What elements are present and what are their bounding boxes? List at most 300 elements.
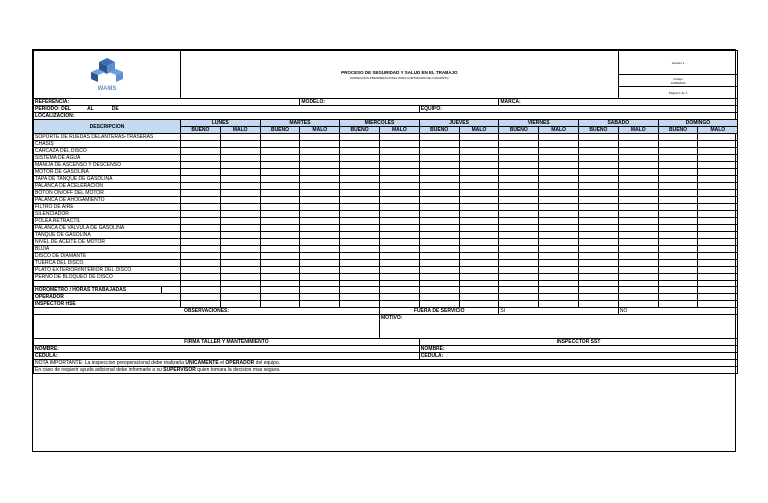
check-cell[interactable] — [698, 197, 738, 204]
check-cell[interactable] — [499, 155, 539, 162]
check-cell[interactable] — [539, 267, 579, 274]
check-cell[interactable] — [379, 274, 419, 281]
check-cell[interactable] — [260, 239, 300, 246]
check-cell[interactable] — [300, 148, 340, 155]
check-cell[interactable] — [618, 155, 658, 162]
operador-cell[interactable] — [419, 294, 459, 301]
cedula-field-left[interactable]: CEDULA: — [34, 353, 420, 360]
check-cell[interactable] — [260, 190, 300, 197]
check-cell[interactable] — [658, 134, 698, 141]
check-cell[interactable] — [459, 190, 499, 197]
check-cell[interactable] — [499, 169, 539, 176]
check-cell[interactable] — [220, 267, 260, 274]
check-cell[interactable] — [340, 197, 380, 204]
check-cell[interactable] — [539, 232, 579, 239]
marca-field[interactable]: MARCA: — [499, 99, 738, 106]
check-cell[interactable] — [539, 183, 579, 190]
check-cell[interactable] — [459, 141, 499, 148]
operador-cell[interactable] — [220, 294, 260, 301]
check-cell[interactable] — [459, 246, 499, 253]
operador-cell[interactable] — [539, 294, 579, 301]
check-cell[interactable] — [220, 190, 260, 197]
check-cell[interactable] — [340, 155, 380, 162]
check-cell[interactable] — [220, 260, 260, 267]
check-cell[interactable] — [181, 211, 221, 218]
check-cell[interactable] — [340, 134, 380, 141]
inspector-cell[interactable] — [181, 301, 221, 308]
horometro-cell[interactable] — [300, 287, 340, 294]
check-cell[interactable] — [459, 253, 499, 260]
check-cell[interactable] — [618, 246, 658, 253]
check-cell[interactable] — [459, 134, 499, 141]
check-cell[interactable] — [618, 225, 658, 232]
check-cell[interactable] — [658, 260, 698, 267]
check-cell[interactable] — [578, 197, 618, 204]
check-cell[interactable] — [658, 148, 698, 155]
check-cell[interactable] — [379, 197, 419, 204]
check-cell[interactable] — [260, 218, 300, 225]
check-cell[interactable] — [658, 162, 698, 169]
check-cell[interactable] — [578, 204, 618, 211]
nombre-field-left[interactable]: NOMBRE: — [34, 346, 420, 353]
check-cell[interactable] — [658, 197, 698, 204]
check-cell[interactable] — [260, 204, 300, 211]
check-cell[interactable] — [379, 246, 419, 253]
check-cell[interactable] — [698, 141, 738, 148]
check-cell[interactable] — [539, 225, 579, 232]
inspector-cell[interactable] — [539, 301, 579, 308]
inspector-cell[interactable] — [658, 301, 698, 308]
check-cell[interactable] — [578, 183, 618, 190]
check-cell[interactable] — [618, 176, 658, 183]
check-cell[interactable] — [459, 176, 499, 183]
check-cell[interactable] — [618, 274, 658, 281]
check-cell[interactable] — [499, 239, 539, 246]
check-cell[interactable] — [698, 218, 738, 225]
operador-cell[interactable] — [618, 294, 658, 301]
check-cell[interactable] — [499, 267, 539, 274]
check-cell[interactable] — [459, 267, 499, 274]
check-cell[interactable] — [419, 169, 459, 176]
check-cell[interactable] — [618, 260, 658, 267]
check-cell[interactable] — [618, 232, 658, 239]
check-cell[interactable] — [340, 183, 380, 190]
check-cell[interactable] — [499, 176, 539, 183]
check-cell[interactable] — [300, 134, 340, 141]
check-cell[interactable] — [340, 274, 380, 281]
check-cell[interactable] — [379, 155, 419, 162]
check-cell[interactable] — [578, 260, 618, 267]
check-cell[interactable] — [260, 267, 300, 274]
inspector-cell[interactable] — [578, 301, 618, 308]
check-cell[interactable] — [578, 246, 618, 253]
check-cell[interactable] — [181, 232, 221, 239]
check-cell[interactable] — [340, 190, 380, 197]
horometro-cell[interactable] — [578, 287, 618, 294]
check-cell[interactable] — [220, 141, 260, 148]
check-cell[interactable] — [340, 148, 380, 155]
check-cell[interactable] — [340, 141, 380, 148]
check-cell[interactable] — [220, 155, 260, 162]
check-cell[interactable] — [181, 141, 221, 148]
check-cell[interactable] — [220, 253, 260, 260]
inspector-cell[interactable] — [260, 301, 300, 308]
check-cell[interactable] — [379, 211, 419, 218]
check-cell[interactable] — [300, 218, 340, 225]
check-cell[interactable] — [340, 204, 380, 211]
check-cell[interactable] — [578, 239, 618, 246]
check-cell[interactable] — [499, 246, 539, 253]
check-cell[interactable] — [658, 232, 698, 239]
check-cell[interactable] — [459, 183, 499, 190]
check-cell[interactable] — [658, 246, 698, 253]
inspector-cell[interactable] — [459, 301, 499, 308]
check-cell[interactable] — [499, 204, 539, 211]
check-cell[interactable] — [220, 211, 260, 218]
check-cell[interactable] — [260, 274, 300, 281]
check-cell[interactable] — [419, 253, 459, 260]
check-cell[interactable] — [340, 176, 380, 183]
check-cell[interactable] — [419, 148, 459, 155]
inspector-cell[interactable] — [499, 301, 539, 308]
check-cell[interactable] — [658, 190, 698, 197]
check-cell[interactable] — [459, 232, 499, 239]
check-cell[interactable] — [658, 211, 698, 218]
check-cell[interactable] — [539, 155, 579, 162]
check-cell[interactable] — [181, 155, 221, 162]
check-cell[interactable] — [698, 225, 738, 232]
check-cell[interactable] — [300, 274, 340, 281]
check-cell[interactable] — [698, 190, 738, 197]
check-cell[interactable] — [220, 169, 260, 176]
check-cell[interactable] — [618, 141, 658, 148]
check-cell[interactable] — [220, 162, 260, 169]
horometro-cell[interactable] — [340, 287, 380, 294]
check-cell[interactable] — [578, 141, 618, 148]
check-cell[interactable] — [578, 148, 618, 155]
check-cell[interactable] — [300, 246, 340, 253]
check-cell[interactable] — [419, 134, 459, 141]
check-cell[interactable] — [499, 274, 539, 281]
check-cell[interactable] — [220, 148, 260, 155]
check-cell[interactable] — [300, 169, 340, 176]
operador-cell[interactable] — [698, 294, 738, 301]
check-cell[interactable] — [698, 246, 738, 253]
si-option[interactable]: SI — [499, 308, 618, 315]
check-cell[interactable] — [181, 183, 221, 190]
check-cell[interactable] — [300, 176, 340, 183]
check-cell[interactable] — [419, 183, 459, 190]
check-cell[interactable] — [379, 141, 419, 148]
check-cell[interactable] — [499, 141, 539, 148]
check-cell[interactable] — [260, 260, 300, 267]
check-cell[interactable] — [698, 162, 738, 169]
check-cell[interactable] — [539, 246, 579, 253]
check-cell[interactable] — [340, 162, 380, 169]
check-cell[interactable] — [181, 274, 221, 281]
check-cell[interactable] — [539, 148, 579, 155]
check-cell[interactable] — [578, 267, 618, 274]
check-cell[interactable] — [578, 162, 618, 169]
check-cell[interactable] — [220, 197, 260, 204]
check-cell[interactable] — [379, 267, 419, 274]
check-cell[interactable] — [499, 197, 539, 204]
check-cell[interactable] — [539, 274, 579, 281]
no-option[interactable]: NO — [618, 308, 737, 315]
check-cell[interactable] — [300, 204, 340, 211]
check-cell[interactable] — [419, 260, 459, 267]
horometro-cell[interactable] — [181, 287, 221, 294]
check-cell[interactable] — [181, 253, 221, 260]
check-cell[interactable] — [698, 260, 738, 267]
horometro-cell[interactable] — [459, 287, 499, 294]
check-cell[interactable] — [181, 134, 221, 141]
horometro-cell[interactable] — [539, 287, 579, 294]
referencia-field[interactable]: REFERENCIA: — [34, 99, 300, 106]
check-cell[interactable] — [539, 204, 579, 211]
check-cell[interactable] — [260, 134, 300, 141]
check-cell[interactable] — [260, 148, 300, 155]
horometro-cell[interactable] — [260, 287, 300, 294]
check-cell[interactable] — [340, 239, 380, 246]
inspector-cell[interactable] — [618, 301, 658, 308]
check-cell[interactable] — [618, 267, 658, 274]
check-cell[interactable] — [658, 204, 698, 211]
check-cell[interactable] — [260, 141, 300, 148]
check-cell[interactable] — [459, 169, 499, 176]
horometro-cell[interactable] — [658, 287, 698, 294]
check-cell[interactable] — [260, 211, 300, 218]
check-cell[interactable] — [419, 267, 459, 274]
check-cell[interactable] — [698, 267, 738, 274]
check-cell[interactable] — [300, 197, 340, 204]
horometro-cell[interactable] — [220, 287, 260, 294]
check-cell[interactable] — [698, 183, 738, 190]
check-cell[interactable] — [459, 218, 499, 225]
check-cell[interactable] — [698, 253, 738, 260]
inspector-cell[interactable] — [220, 301, 260, 308]
check-cell[interactable] — [698, 211, 738, 218]
check-cell[interactable] — [698, 134, 738, 141]
check-cell[interactable] — [459, 211, 499, 218]
check-cell[interactable] — [658, 155, 698, 162]
horometro-cell[interactable] — [618, 287, 658, 294]
check-cell[interactable] — [618, 183, 658, 190]
check-cell[interactable] — [658, 176, 698, 183]
check-cell[interactable] — [658, 169, 698, 176]
check-cell[interactable] — [658, 253, 698, 260]
check-cell[interactable] — [618, 190, 658, 197]
check-cell[interactable] — [658, 267, 698, 274]
check-cell[interactable] — [181, 176, 221, 183]
check-cell[interactable] — [379, 148, 419, 155]
check-cell[interactable] — [499, 225, 539, 232]
check-cell[interactable] — [539, 169, 579, 176]
check-cell[interactable] — [300, 190, 340, 197]
check-cell[interactable] — [459, 274, 499, 281]
check-cell[interactable] — [379, 162, 419, 169]
check-cell[interactable] — [300, 155, 340, 162]
check-cell[interactable] — [340, 169, 380, 176]
check-cell[interactable] — [698, 155, 738, 162]
check-cell[interactable] — [379, 176, 419, 183]
check-cell[interactable] — [578, 176, 618, 183]
check-cell[interactable] — [578, 225, 618, 232]
check-cell[interactable] — [618, 239, 658, 246]
horometro-cell[interactable] — [379, 287, 419, 294]
check-cell[interactable] — [419, 225, 459, 232]
check-cell[interactable] — [539, 190, 579, 197]
operador-cell[interactable] — [181, 294, 221, 301]
check-cell[interactable] — [300, 239, 340, 246]
check-cell[interactable] — [340, 260, 380, 267]
operador-cell[interactable] — [499, 294, 539, 301]
check-cell[interactable] — [260, 232, 300, 239]
check-cell[interactable] — [658, 183, 698, 190]
check-cell[interactable] — [340, 211, 380, 218]
check-cell[interactable] — [379, 183, 419, 190]
horometro-cell[interactable] — [499, 287, 539, 294]
check-cell[interactable] — [220, 134, 260, 141]
check-cell[interactable] — [459, 197, 499, 204]
check-cell[interactable] — [220, 239, 260, 246]
check-cell[interactable] — [181, 218, 221, 225]
check-cell[interactable] — [379, 169, 419, 176]
check-cell[interactable] — [260, 246, 300, 253]
check-cell[interactable] — [658, 225, 698, 232]
check-cell[interactable] — [578, 211, 618, 218]
check-cell[interactable] — [499, 190, 539, 197]
check-cell[interactable] — [698, 239, 738, 246]
check-cell[interactable] — [539, 176, 579, 183]
check-cell[interactable] — [419, 218, 459, 225]
check-cell[interactable] — [698, 169, 738, 176]
check-cell[interactable] — [419, 274, 459, 281]
check-cell[interactable] — [300, 183, 340, 190]
check-cell[interactable] — [698, 176, 738, 183]
check-cell[interactable] — [260, 155, 300, 162]
inspector-cell[interactable] — [698, 301, 738, 308]
check-cell[interactable] — [220, 225, 260, 232]
check-cell[interactable] — [379, 239, 419, 246]
check-cell[interactable] — [578, 232, 618, 239]
check-cell[interactable] — [379, 225, 419, 232]
check-cell[interactable] — [220, 246, 260, 253]
check-cell[interactable] — [260, 169, 300, 176]
check-cell[interactable] — [539, 239, 579, 246]
check-cell[interactable] — [300, 211, 340, 218]
check-cell[interactable] — [539, 141, 579, 148]
check-cell[interactable] — [539, 260, 579, 267]
check-cell[interactable] — [459, 155, 499, 162]
motivo-field[interactable] — [379, 315, 737, 339]
check-cell[interactable] — [220, 232, 260, 239]
check-cell[interactable] — [499, 253, 539, 260]
check-cell[interactable] — [181, 162, 221, 169]
check-cell[interactable] — [578, 274, 618, 281]
check-cell[interactable] — [459, 225, 499, 232]
check-cell[interactable] — [419, 197, 459, 204]
check-cell[interactable] — [419, 190, 459, 197]
check-cell[interactable] — [419, 246, 459, 253]
check-cell[interactable] — [459, 204, 499, 211]
check-cell[interactable] — [340, 246, 380, 253]
check-cell[interactable] — [181, 260, 221, 267]
horometro-box[interactable] — [161, 287, 180, 293]
check-cell[interactable] — [459, 162, 499, 169]
check-cell[interactable] — [658, 274, 698, 281]
check-cell[interactable] — [618, 134, 658, 141]
check-cell[interactable] — [419, 232, 459, 239]
check-cell[interactable] — [499, 232, 539, 239]
horometro-cell[interactable] — [419, 287, 459, 294]
check-cell[interactable] — [618, 211, 658, 218]
check-cell[interactable] — [539, 134, 579, 141]
check-cell[interactable] — [658, 239, 698, 246]
check-cell[interactable] — [181, 225, 221, 232]
check-cell[interactable] — [539, 197, 579, 204]
operador-cell[interactable] — [658, 294, 698, 301]
operador-cell[interactable] — [340, 294, 380, 301]
cedula-field-right[interactable]: CEDULA: — [419, 353, 737, 360]
operador-cell[interactable] — [260, 294, 300, 301]
check-cell[interactable] — [419, 162, 459, 169]
check-cell[interactable] — [419, 141, 459, 148]
inspector-cell[interactable] — [340, 301, 380, 308]
check-cell[interactable] — [379, 232, 419, 239]
check-cell[interactable] — [260, 162, 300, 169]
check-cell[interactable] — [260, 197, 300, 204]
check-cell[interactable] — [499, 134, 539, 141]
check-cell[interactable] — [181, 190, 221, 197]
check-cell[interactable] — [499, 162, 539, 169]
check-cell[interactable] — [300, 141, 340, 148]
check-cell[interactable] — [419, 204, 459, 211]
check-cell[interactable] — [181, 239, 221, 246]
check-cell[interactable] — [578, 253, 618, 260]
check-cell[interactable] — [379, 253, 419, 260]
check-cell[interactable] — [539, 211, 579, 218]
check-cell[interactable] — [379, 260, 419, 267]
check-cell[interactable] — [578, 155, 618, 162]
check-cell[interactable] — [260, 253, 300, 260]
inspector-cell[interactable] — [300, 301, 340, 308]
operador-cell[interactable] — [578, 294, 618, 301]
check-cell[interactable] — [539, 218, 579, 225]
check-cell[interactable] — [419, 155, 459, 162]
check-cell[interactable] — [340, 267, 380, 274]
localizacion-field[interactable]: LOCALIZACION: — [34, 113, 738, 120]
check-cell[interactable] — [220, 274, 260, 281]
check-cell[interactable] — [618, 218, 658, 225]
check-cell[interactable] — [578, 190, 618, 197]
check-cell[interactable] — [658, 218, 698, 225]
check-cell[interactable] — [539, 253, 579, 260]
check-cell[interactable] — [340, 218, 380, 225]
equipo-field[interactable]: EQUIPO: — [419, 106, 737, 113]
check-cell[interactable] — [220, 218, 260, 225]
check-cell[interactable] — [379, 218, 419, 225]
operador-cell[interactable] — [459, 294, 499, 301]
check-cell[interactable] — [618, 197, 658, 204]
check-cell[interactable] — [181, 246, 221, 253]
check-cell[interactable] — [181, 169, 221, 176]
check-cell[interactable] — [499, 218, 539, 225]
check-cell[interactable] — [340, 232, 380, 239]
check-cell[interactable] — [499, 183, 539, 190]
inspector-cell[interactable] — [379, 301, 419, 308]
check-cell[interactable] — [618, 204, 658, 211]
